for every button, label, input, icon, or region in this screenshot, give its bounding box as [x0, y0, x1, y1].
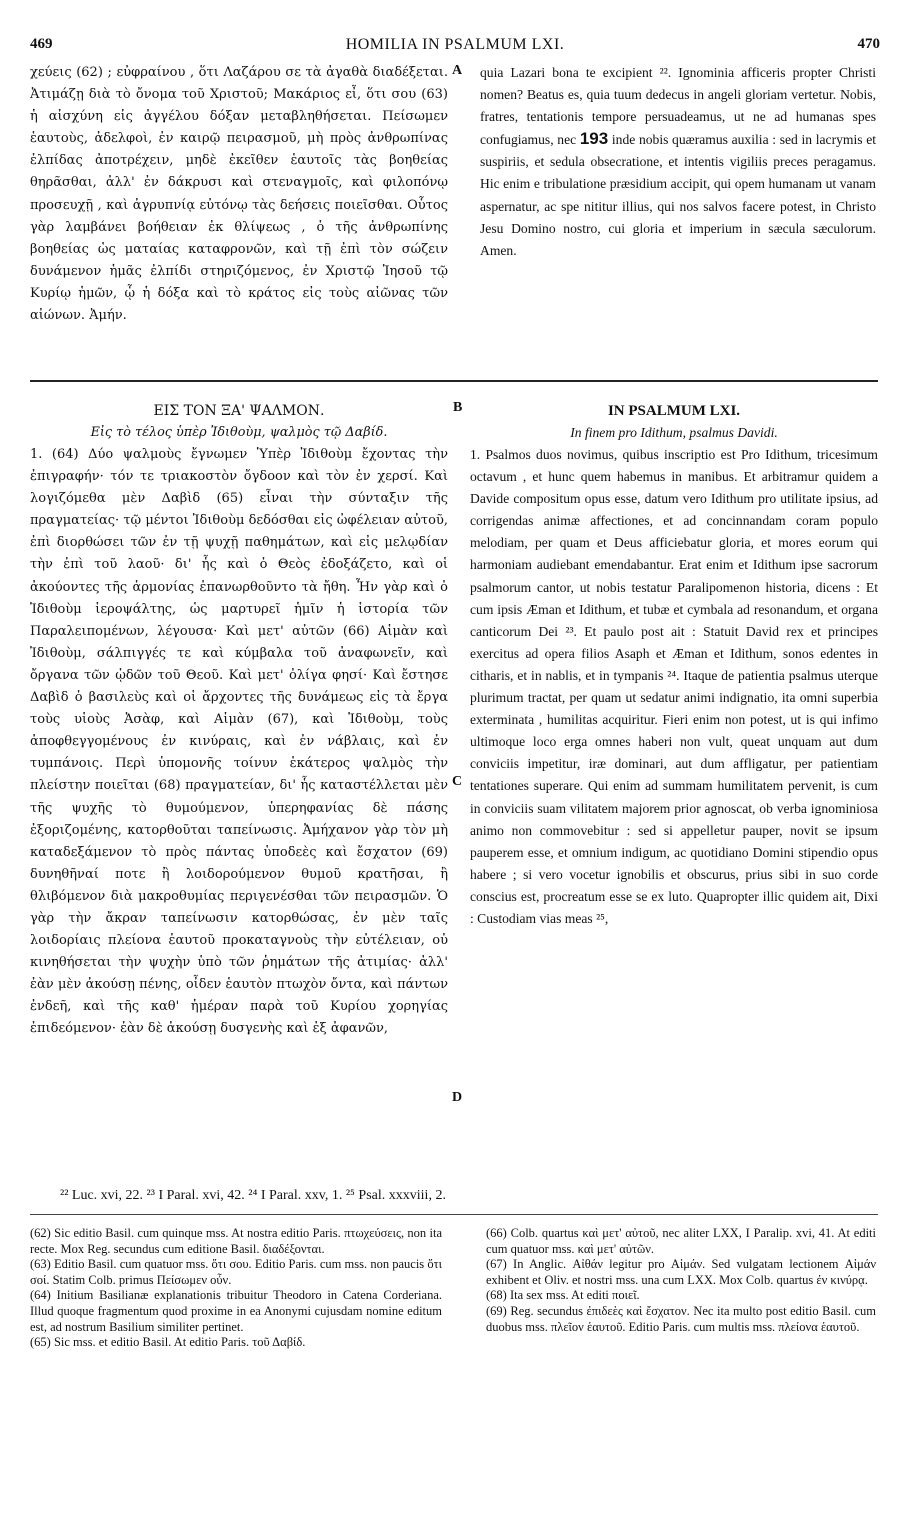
note-69: (69) Reg. secundus ἐπιδεὲς καὶ ἔσχατον. Nec ita multo post editio Basil. cum duobus mss. πλεῖον ἑαυτοῦ. Editio Paris. cum multis mss. πλείονα ἑαυτοῦ.	[486, 1303, 876, 1334]
greek-section-heading: ΕΙΣ ΤΟΝ ΞΑ' ΨΑΛΜΟΝ.	[153, 403, 325, 419]
notes-divider	[30, 1214, 878, 1215]
section-divider	[30, 380, 878, 382]
note-63: (63) Editio Basil. cum quatuor mss. ὅτι σου. Editio Paris. cum mss. non paucis ὅτι σοί. Statim Colb. primus Πείσωμεν οὖν.	[30, 1257, 442, 1287]
note-64: (64) Initium Basilianæ explanationis tribuitur Theodoro in Catena Corderiana. Illud quoque fragmentum quod proxime in ea Anonymi cujusdam nomine editum est, ad nostrum Basilium similiter pertinet.	[30, 1288, 442, 1334]
scripture-references: ²² Luc. xvi, 22. ²³ I Paral. xvi, 42. ²⁴ I Paral. xxv, 1. ²⁵ Psal. xxxviii, 2.	[60, 1188, 446, 1203]
page-number-left: 469	[30, 36, 53, 52]
greek-body: 1. (64) Δύο ψαλμοὺς ἔγνωμεν Ὑπὲρ Ἰδιθοὺμ ἔχοντας τὴν ἐπιγραφήν· τόν τε τριακοστὸν ὄγδοον καὶ τὸν ἐν χερσί. Καὶ λογιζόμεθα μὲν Δαβὶδ (65) εἶναι τὴν σύνταξιν τῆς πραγματείας· τῷ μέντοι Ἰδιθοὺμ δεδόσθαι εἰς ὠφέλειαν αὐτοῦ, ἐπὶ διορθώσει τῶν ἐν τῇ ψυχῇ παθημάτων, καὶ εἰς μελῳδίαν τὴν ἐπὶ τοῦ λαοῦ· δι' ἧς καὶ ὁ Θεὸς ἐδοξάζετο, καὶ οἱ ἀκούοντες τῆς ἁρμονίας ἐπανωρθοῦντο τὰ ἤθη. Ἦν γὰρ καὶ ὁ Ἰδιθοὺμ ἱεροψάλτης, ὡς μαρτυρεῖ ἡμῖν ἡ ἱστορία τῶν Παραλειπομένων, λέγουσα· Καὶ μετ' αὐτῶν (66) Αἱμὰν καὶ Ἰδιθοὺμ, σάλπιγγές τε καὶ κύμβαλα τοῦ ἀναφωνεῖν, καὶ ὄργανα τῶν ᾠδῶν τοῦ Θεοῦ. Καὶ μετ' ὀλίγα φησί· Καὶ ἔστησε Δαβὶδ ὁ βασιλεὺς καὶ οἱ ἄρχοντες τῆς δυνάμεως εἰς τὰ ἔργα τοὺς υἱοὺς Ἀσὰφ, καὶ Αἱμὰν (67), καὶ Ἰδιθοὺμ, τοὺς ἀποφθεγγομένους ἐν κινύραις, καὶ ἐν νάβλαις, καὶ ἐν τυμπάνοις. Περὶ ὑπομονῆς τοίνυν ἑκάτερος ψαλμὸς τὴν πλείστην ποιεῖται (68) πραγματείαν, δι' ἧς καταστέλλεται μὲν τῆς ψυχῆς τὸ θυμούμενον, ὑπερηφανίας δὲ πάσης ἐξοριζομένης, κατορθοῦται ταπείνωσις. Ἀμήχανον γὰρ τὸν μὴ καταδεξάμενον τὸ πρὸς πάντας ὑποδεὲς καὶ ἔσχατον (69) δυνηθῆναί ποτε ἢ λοιδορούμενον θυμοῦ κρατῆσαι, ἢ θλιβόμενον διὰ μακροθυμίας περιγενέσθαι τῶν πειρασμῶν. Ὁ γὰρ τὴν ἄκραν ταπείνωσιν κατορθώσας, ἐν μὲν ταῖς λοιδορίαις πλείονα ἑαυτοῦ προκαταγνοὺς τὴν εὐτέλειαν, οὐ κινηθήσεται τὴν ψυχὴν ὑπὸ τῶν ῥημάτων τῆς ἀτιμίας· ἀλλ' ἐὰν μὲν ἀκούσῃ πένης, οἶδεν ἑαυτὸν πτωχὸν ὄντα, καὶ πάντων ἐνδεῆ, καὶ τῆς καθ' ἡμέραν παρὰ τοῦ Κυρίου χορηγίας ἐπιδεόμενον· ἐὰν δὲ ἀκούσῃ δυσγενὴς καὶ ἐξ ἀφανῶν,	[30, 447, 448, 1037]
margin-marker-a: A	[452, 63, 463, 78]
greek-section-subheading: Εἰς τὸ τέλος ὑπὲρ Ἰδιθοὺμ, ψαλμὸς τῷ Δαβίδ.	[90, 425, 388, 440]
note-62: (62) Sic editio Basil. cum quinque mss. At nostra editio Paris. πτωχεύσεις, non ita recte. Mox Reg. secundus cum editione Basil. διαδέξονται.	[30, 1226, 442, 1256]
greek-column-top	[30, 62, 448, 327]
latin-top-paragraph	[480, 62, 876, 262]
latin-top-text-2: inde nobis quæramus auxilia : sed in lacrymis et suspiriis, et sedula obsecratione, et intentis vigiliis preces peragamus. Hic enim e tribulatione præsidium accipit, qui opem humanam ut vanam aspernatur, ac spe nititur illius, qui nos salvos facere potest, in Christo Jesu Domino nostro, cui gloria et imperium in sæcula sæculorum. Amen.	[480, 132, 877, 258]
note-67: (67) In Anglic. Αἰθάν legitur pro Αἱμάν. Sed vulgatam lectionem Αἱμάν exhibent et Oliv. et nostri mss. una cum LXX. Mox Colb. quartus ἐν κινύρᾳ.	[486, 1257, 876, 1287]
running-title: HOMILIA IN PSALMUM LXI.	[345, 36, 565, 53]
running-header	[30, 36, 880, 62]
column-number-193: 193	[579, 129, 609, 149]
latin-top-text-1: quia Lazari bona te excipient ²². Ignominia afficeris propter Christi nomen? Beatus es, quia tuum dedecus in angeli gloriam vertetur. Nobis, fratres, tentationis tempore persuadeamus, ut ne ad humanas spes confugiamus, nec	[480, 65, 876, 148]
note-68: (68) Ita sex mss. At editi ποιεῖ.	[486, 1288, 640, 1303]
margin-marker-c: C	[452, 774, 463, 789]
latin-section-subheading: In finem pro Idithum, psalmus Davidi.	[570, 425, 778, 440]
margin-marker-b: B	[453, 400, 463, 415]
note-66: (66) Colb. quartus καὶ μετ' αὐτοῦ, nec aliter LXX, I Paralip. xvi, 41. At editi cum quatuor mss. καὶ μετ' αὐτῶν.	[486, 1226, 876, 1256]
greek-top-paragraph: χεύεις (62) ; εὐφραίνου , ὅτι Λαζάρου σε τὰ ἀγαθὰ διαδέξεται. Ἀτιμάζῃ διὰ τὸ ὄνομα τοῦ Χριστοῦ; Μακάριος εἶ, ὅτι σου (63) ἡ αἰσχύνη εἰς ἀγγέλου δόξαν μεταβληθήσεται. Πείσωμεν ἑαυτοὺς, ἀδελφοὶ, ἐν καιρῷ πειρασμοῦ, μὴ πρὸς ἀνθρωπίνας ἐλπίδας ἀποτρέχειν, μηδὲ ἐκεῖθεν ἑαυτοῖς τὰς βοηθείας θηρᾶσθαι, ἀλλ' ἐν δάκρυσι καὶ στεναγμοῖς, καὶ φιλοπόνῳ προσευχῇ , καὶ ἀγρυπνίᾳ εὐτόνῳ τὰς δεήσεις ποιεῖσθαι. Οὗτος γὰρ λαμβάνει βοήθειαν ἐκ θλίψεως , ὁ τῆς ἀνθρωπίνης βοηθείας ὡς ματαίας καταφρονῶν, καὶ τῇ ἐπὶ τὸν σώζειν δυνάμενον ἡμᾶς ἐλπίδι στηριζόμενος, ἐν Χριστῷ Ἰησοῦ τῷ Κυρίῳ ἡμῶν, ᾧ ἡ δόξα καὶ τὸ κράτος εἰς τοὺς αἰῶνας τῶν αἰώνων. Ἀμήν.	[30, 65, 448, 324]
margin-marker-d: D	[452, 1090, 463, 1105]
note-65: (65) Sic mss. et editio Basil. At editio Paris. τοῦ Δαβίδ.	[30, 1335, 306, 1350]
notes-right-column	[486, 1226, 876, 1335]
latin-column-top	[480, 62, 876, 262]
greek-column	[30, 400, 448, 1041]
page-number-right: 470	[857, 36, 880, 52]
latin-section-heading: IN PSALMUM LXI.	[607, 403, 741, 419]
latin-body: 1. Psalmos duos novimus, quibus inscriptio est Pro Idithum, tricesimum octavum , et hunc quem habemus in manibus. Et arbitramur quidem a Davide compositum opus esse, datum vero Idithum pro utilitate ipsius, ad corrigendas animæ affectiones, et ad concinnandam coram populo melodiam, per quam et Deus afficiebatur gloria, et mores eorum qui harmoniam audiebant emendabantur. Erat enim et Idithum ipse sacrorum psalmorum cantor, ut nobis testatur Paralipomenon historia, dicens : Et cum ipsis Æman et Idithum, et tubæ et cymbala ad resonandum, et organa canticorum Dei ²³. Et paulo post ait : Statuit David rex et principes exercitus ad opera filios Asaph et Æman et Idithum, sonos edentes in citharis, et in nablis, et in tympanis ²⁴. Itaque de patientia psalmus uterque plurimum tractat, per quam ut sedatur animi indignatio, ita omni superbia exterminata , humilitas acquiritur. Fieri enim non potest, ut is qui infimo ultimoque loco erga omnes haberi non vult, queat unquam aut dum conviciis impetitur, iræ dominari, aut dum affligatur, per patientiam tentationes superare. Qui enim ad summam humilitatem pervenit, is cum in conviciis suam vilitatem majorem prior agnoscat, ob verba ignominiosa animo non commovebitur : sed si appelletur pauper, novit se ipsum pauperem esse, et omnium indigum, ac quotidiano Domini stipendio opus habere ; si vero vocetur ignobilis et obscurus, prius sibi in suo corde conscius est, procreatum esse se ex luto. Quapropter illic quidem ait, Dixi : Custodiam vias meas ²⁵,	[470, 447, 878, 926]
notes-left-column	[30, 1226, 442, 1351]
latin-column	[470, 400, 878, 930]
